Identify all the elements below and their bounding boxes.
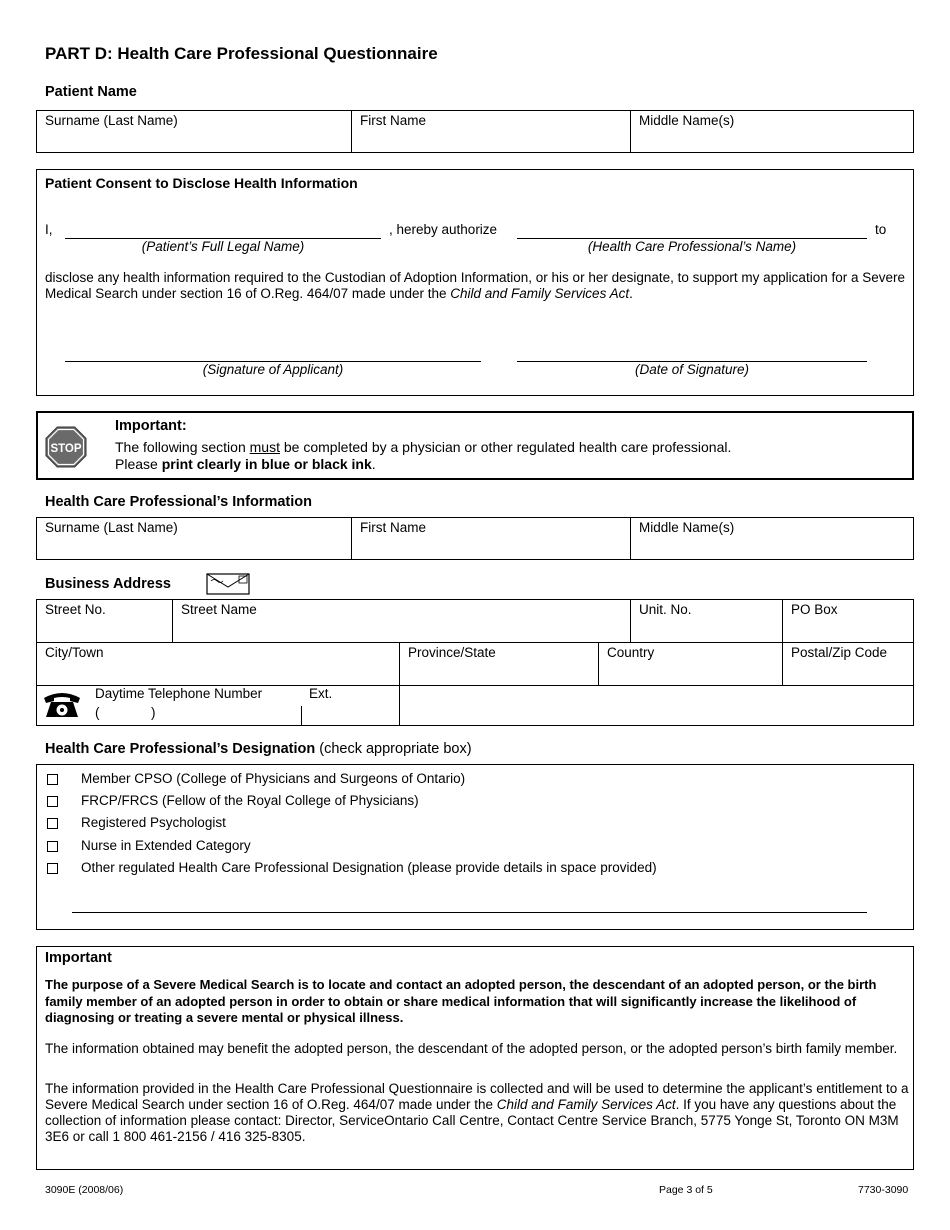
hcp-middle-name-label: Middle Name(s) bbox=[639, 520, 735, 535]
important-privacy bbox=[45, 1081, 909, 1145]
hcp-name-table bbox=[36, 517, 914, 560]
street-no-field[interactable] bbox=[37, 600, 173, 642]
page-title: PART D: Health Care Professional Questionnaire bbox=[45, 44, 438, 63]
postal-code-field[interactable] bbox=[783, 643, 913, 685]
street-name-label: Street Name bbox=[181, 602, 257, 617]
stop-notice-line1-a: The following section bbox=[115, 439, 250, 455]
postal-code-label: Postal/Zip Code bbox=[791, 645, 888, 660]
important-section bbox=[36, 946, 914, 1170]
consent-body-end: . bbox=[629, 286, 633, 301]
stop-notice-heading: Important: bbox=[115, 418, 187, 434]
important-benefit: The information obtained may benefit the adopted person, the descendant of the adopted person, or the adopted person’s birth family member. bbox=[45, 1041, 898, 1056]
po-box-field[interactable] bbox=[783, 600, 913, 642]
designation-heading-text: Health Care Professional’s Designation bbox=[45, 741, 316, 757]
designation-option-nurse: Nurse in Extended Category bbox=[81, 838, 251, 853]
consent-to-label: to bbox=[875, 222, 887, 237]
stop-notice-line1-b: be completed by a physician or other regulated health care professional. bbox=[279, 439, 732, 455]
footer-code: 7730-3090 bbox=[858, 1184, 909, 1196]
province-state-field[interactable] bbox=[400, 643, 599, 685]
hcp-surname-label: Surname (Last Name) bbox=[45, 520, 178, 535]
daytime-phone-label: Daytime Telephone Number bbox=[95, 686, 263, 701]
stop-sign-text: STOP bbox=[50, 443, 82, 455]
designation-option-other: Other regulated Health Care Professional Designation (please provide details in space provided) bbox=[81, 860, 657, 875]
designation-checkbox-frcp[interactable] bbox=[47, 796, 58, 807]
patient-legal-name-caption: (Patient’s Full Legal Name) bbox=[141, 239, 305, 254]
designation-section bbox=[36, 764, 914, 930]
phone-area-close-paren: ) bbox=[151, 705, 156, 720]
designation-checkbox-other[interactable] bbox=[47, 863, 58, 874]
designation-option-frcp: FRCP/FRCS (Fellow of the Royal College of Physicians) bbox=[81, 793, 419, 808]
hcp-name-caption: (Health Care Professional’s Name) bbox=[587, 239, 797, 254]
designation-option-psychologist: Registered Psychologist bbox=[81, 815, 226, 830]
hcp-surname-field[interactable] bbox=[37, 518, 352, 559]
unit-no-label: Unit. No. bbox=[639, 602, 692, 617]
important-privacy-act: Child and Family Services Act bbox=[496, 1097, 676, 1112]
patient-first-name-field[interactable] bbox=[352, 111, 631, 152]
envelope-icon bbox=[206, 573, 250, 595]
designation-checkbox-nurse[interactable] bbox=[47, 841, 58, 852]
patient-middle-name-label: Middle Name(s) bbox=[639, 113, 735, 128]
business-address-table bbox=[36, 599, 914, 726]
unit-no-field[interactable] bbox=[631, 600, 783, 642]
important-privacy-contact: . If you have any questions about the collection of information please contact: Director, ServiceOntario Call Centre, Contact Centre Service Branch, 5775 Yonge St, Toronto ON M3M 3E6 or call 1 800 461-2156 / 416 325-8305. bbox=[45, 1097, 899, 1144]
po-box-label: PO Box bbox=[791, 602, 838, 617]
hcp-info-heading: Health Care Professional’s Information bbox=[45, 494, 312, 510]
patient-name-heading: Patient Name bbox=[45, 84, 137, 100]
designation-heading bbox=[45, 741, 472, 757]
consent-body-act: Child and Family Services Act bbox=[450, 286, 630, 301]
stop-notice-line2 bbox=[115, 456, 376, 472]
phone-ext-label: Ext. bbox=[309, 686, 333, 701]
street-no-label: Street No. bbox=[45, 602, 106, 617]
phone-area-open-paren: ( bbox=[95, 705, 100, 720]
hcp-middle-name-field[interactable] bbox=[631, 518, 913, 559]
important-purpose: The purpose of a Severe Medical Search is to locate and contact an adopted person, the descendant of an adopted person, or the birth family member of an adopted person in order to obtain or share medical information that will significantly increase the likelihood of diagnosing or treating a severe mental or physical illness. bbox=[45, 977, 877, 1025]
patient-name-table bbox=[36, 110, 914, 153]
footer-form-number: 3090E (2008/06) bbox=[45, 1184, 124, 1196]
designation-heading-note: (check appropriate box) bbox=[315, 741, 472, 757]
designation-checkbox-cpso[interactable] bbox=[47, 774, 58, 785]
applicant-signature-caption: (Signature of Applicant) bbox=[202, 362, 344, 377]
other-designation-details-line[interactable] bbox=[72, 912, 867, 913]
hcp-first-name-label: First Name bbox=[360, 520, 427, 535]
address-blank-cell bbox=[400, 686, 913, 725]
designation-checkbox-psychologist[interactable] bbox=[47, 818, 58, 829]
stop-notice-line1 bbox=[115, 439, 731, 455]
consent-heading: Patient Consent to Disclose Health Information bbox=[45, 175, 358, 191]
phone-ext-input[interactable] bbox=[303, 704, 398, 724]
consent-body-text: disclose any health information required to the Custodian of Adoption Information, or his or her designate, to support my application for a Severe Medical Search under section 16 of O.Reg. 464/07 made under the bbox=[45, 270, 905, 301]
province-state-label: Province/State bbox=[408, 645, 496, 660]
city-town-field[interactable] bbox=[37, 643, 400, 685]
consent-section bbox=[36, 169, 914, 396]
stop-notice-line2-end: . bbox=[371, 456, 376, 472]
hcp-first-name-field[interactable] bbox=[352, 518, 631, 559]
stop-sign-icon bbox=[45, 426, 87, 468]
consent-i-label: I, bbox=[45, 222, 53, 237]
patient-surname-field[interactable] bbox=[37, 111, 352, 152]
patient-surname-label: Surname (Last Name) bbox=[45, 113, 178, 128]
signature-date-caption: (Date of Signature) bbox=[634, 362, 750, 377]
important-heading: Important bbox=[45, 950, 112, 966]
patient-middle-name-field[interactable] bbox=[631, 111, 913, 152]
consent-body bbox=[45, 270, 907, 302]
stop-notice bbox=[36, 411, 914, 480]
important-privacy-text: The information provided in the Health Care Professional Questionnaire is collected and will be used to determine the applicant’s entitlement to a Severe Medical Search under section 16 of O.Reg. 464/07 made under the bbox=[45, 1081, 909, 1112]
daytime-phone-input[interactable] bbox=[95, 704, 301, 724]
patient-first-name-label: First Name bbox=[360, 113, 427, 128]
stop-notice-must: must bbox=[249, 439, 280, 455]
consent-hereby-label: , hereby authorize bbox=[389, 222, 498, 237]
footer-page-number: Page 3 of 5 bbox=[659, 1184, 713, 1196]
country-field[interactable] bbox=[599, 643, 783, 685]
street-name-field[interactable] bbox=[173, 600, 631, 642]
designation-option-cpso: Member CPSO (College of Physicians and Surgeons of Ontario) bbox=[81, 771, 466, 786]
city-town-label: City/Town bbox=[45, 645, 104, 660]
telephone-icon bbox=[42, 691, 82, 719]
business-address-heading: Business Address bbox=[45, 576, 171, 592]
stop-notice-line2-a: Please bbox=[115, 456, 162, 472]
country-label: Country bbox=[607, 645, 655, 660]
stop-notice-ink: print clearly in blue or black ink bbox=[161, 456, 372, 472]
